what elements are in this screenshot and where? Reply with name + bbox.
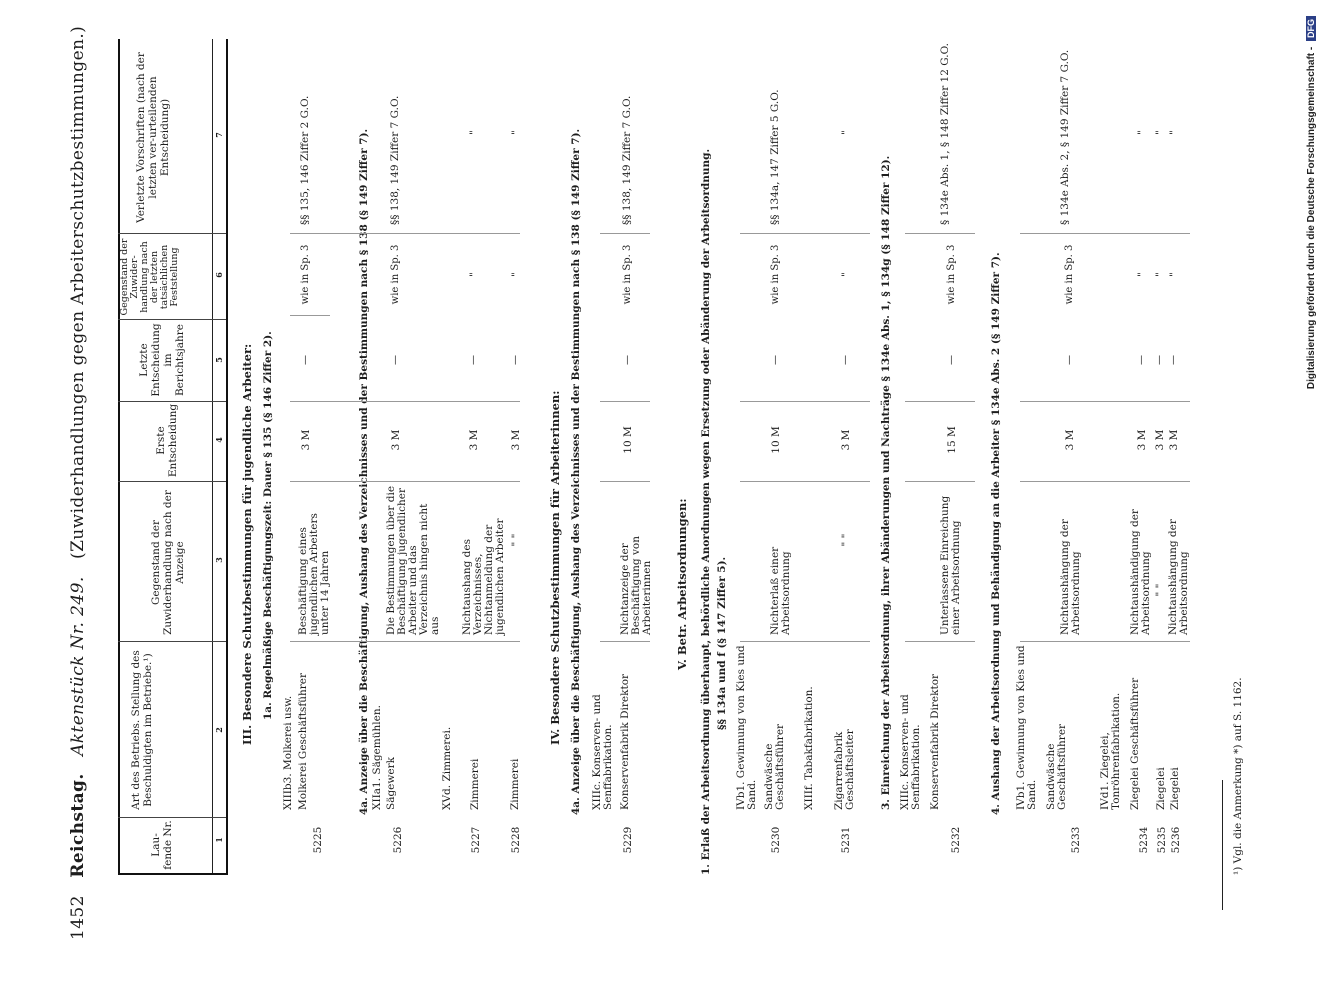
row-5228-vorschr: " xyxy=(510,130,522,135)
page-number: 1452 xyxy=(68,895,88,940)
column-number-rule xyxy=(212,39,213,875)
row-5226-vorschr: §§ 138, 149 Ziffer 7 G.O. xyxy=(389,95,401,225)
body-rule-col4c xyxy=(740,481,870,482)
col-num-7: 7 xyxy=(214,132,224,138)
header-document: Aktenstück Nr. 249. xyxy=(68,576,88,756)
col-num-2: 2 xyxy=(214,727,224,733)
row-5235-nr: 5235 xyxy=(1156,826,1168,854)
row-5231-erste: 3 M xyxy=(840,429,852,451)
section-3-heading: III. Besondere Schutzbestimmungen für jugendliche Arbeiter: xyxy=(240,343,254,745)
row-5235-letzte: — xyxy=(1154,355,1165,365)
header-publication: Reichstag. xyxy=(68,773,88,878)
row-5235-betrieb: Ziegelei xyxy=(1155,767,1167,810)
header-subject: (Zuwiderhandlungen gegen Arbeiterschutzbestimmungen.) xyxy=(68,25,88,559)
col-rule-5 xyxy=(118,319,226,320)
row-5230-gegenstand: Nichterlaß einer Arbeitsordnung xyxy=(769,546,792,635)
row-5229-letzte: — xyxy=(622,355,633,365)
row-5227-betrieb: Zimmerei xyxy=(469,758,481,810)
row-5228-nr: 5228 xyxy=(510,826,522,854)
row-5227-gegen6: " xyxy=(468,272,480,277)
row-5229-nr: 5229 xyxy=(622,826,634,854)
section-4-4a: 4a. Anzeige über die Beschäftigung, Aushang des Verzeichnisses und der Bestimmungen nach § 138 (§ 149 Ziffer 7). xyxy=(570,128,582,815)
body-rule-col7d xyxy=(905,233,975,234)
row-5229-erste: 10 M xyxy=(622,426,634,454)
row-5233-group: IVb1. Gewinnung von Kies und Sand. xyxy=(1015,645,1038,810)
row-5228-letzte: — xyxy=(510,355,521,365)
row-5225-letzte: — xyxy=(300,355,311,365)
row-5226-gegenstand: Die Bestimmungen über die Beschäftigung jugendlicher Arbeiter und das Verzeichnis hingen nicht aus xyxy=(385,485,441,635)
col-rule-4 xyxy=(118,401,226,402)
row-5227-gegenstand: Nichtaushang des Verzeichnisses, Nichtanmeldung der jugendlichen Arbeiter xyxy=(461,518,506,635)
row-5232-betrieb: Konservenfabrik Direktor xyxy=(929,673,941,810)
body-rule-col3e xyxy=(1020,641,1190,642)
row-5225-vorschr: §§ 135, 146 Ziffer 2 G.O. xyxy=(299,95,311,225)
row-5231-vorschr: " xyxy=(840,130,852,135)
row-5225-group: XIIIb3. Molkerei usw. xyxy=(282,695,294,810)
section-5-3: 3. Einreichung der Arbeitsordnung, ihrer Abänderungen und Nachträge § 134e Abs. 1, § 134g (§ 148 Ziffer 12). xyxy=(880,155,892,810)
row-5227-erste: 3 M xyxy=(468,429,480,451)
row-5229-gegenstand: Nichtanzeige der Beschäftigung von Arbeiterinnen xyxy=(619,535,653,635)
row-5228-gegenstand: " " xyxy=(510,533,522,547)
row-5228-erste: 3 M xyxy=(510,429,522,451)
body-rule-col7b xyxy=(600,233,650,234)
body-rule-col3d xyxy=(905,641,975,642)
row-5229-vorschr: §§ 138, 149 Ziffer 7 G.O. xyxy=(621,95,633,225)
col-num-5: 5 xyxy=(214,357,224,363)
row-5231-nr: 5231 xyxy=(840,826,852,854)
body-rule-col7c xyxy=(740,233,870,234)
row-5228-gegen6: " xyxy=(510,272,522,277)
row-5234-gegen6: " xyxy=(1136,272,1148,277)
row-5230-betrieb: Sandwäsche Geschäftsführer xyxy=(763,723,786,810)
body-rule-col5 xyxy=(290,401,520,402)
body-rule-col3c xyxy=(740,641,870,642)
row-5233-betrieb: Sandwäsche Geschäftsführer xyxy=(1045,723,1068,810)
row-5233-vorschr: § 134e Abs. 2, § 149 Ziffer 7 G.O. xyxy=(1059,49,1071,225)
page-header xyxy=(68,26,88,940)
row-5230-group: IVb1. Gewinnung von Kies und Sand. xyxy=(735,645,758,810)
body-rule-col4b xyxy=(600,481,650,482)
section-5-1b: §§ 134a und f (§ 147 Ziffer 5). xyxy=(716,556,728,730)
body-rule-col4e xyxy=(1020,481,1190,482)
body-rule-col4 xyxy=(290,481,520,482)
col-rule-1 xyxy=(118,817,226,818)
col-header-1: Lau-fende Nr. xyxy=(150,820,174,870)
table-header-bottom-rule xyxy=(226,39,228,875)
body-rule-col5c xyxy=(740,401,870,402)
row-5236-gegenstand: Nichtaushängung der Arbeitsordnung xyxy=(1167,519,1190,635)
row-5226-letzte: — xyxy=(390,355,401,365)
col-num-6: 6 xyxy=(214,272,224,278)
body-rule-col7e xyxy=(1020,233,1190,234)
col-header-7: Verletzte Vorschriften (nach der letzten ver-urteilenden Entscheidung) xyxy=(135,52,171,223)
row-5234-letzte: — xyxy=(1136,355,1147,365)
credit-text: Digitalisierung gefördert durch die Deutsche Forschungsgemeinschaft - xyxy=(1306,46,1317,390)
col-rule-2 xyxy=(118,641,226,642)
row-5236-gegen6: " xyxy=(1168,272,1180,277)
col-header-3: Gegenstand der Zuwiderhandlung nach der Anzeige xyxy=(150,490,186,635)
row-5236-letzte: — xyxy=(1168,355,1179,365)
digitization-credit xyxy=(1306,16,1320,756)
row-5225-gegenstand: Beschäftigung eines jugendlichen Arbeiters unter 14 Jahren xyxy=(297,513,331,635)
section-5-1: 1. Erlaß der Arbeitsordnung überhaupt, behördliche Anordnungen wegen Ersetzung oder Abänderung der Arbeitsordnung. xyxy=(700,148,712,875)
row-5225-rule xyxy=(290,315,330,316)
row-5227-vorschr: " xyxy=(468,130,480,135)
row-5226-erste: 3 M xyxy=(390,429,402,451)
col-num-1: 1 xyxy=(214,837,224,843)
row-5233-erste: 3 M xyxy=(1064,429,1076,451)
row-5225-gegen6: wie in Sp. 3 xyxy=(300,244,311,305)
row-5226-group: XIIa1. Sägemühlen. xyxy=(371,705,383,810)
section-5-heading: V. Betr. Arbeitsordnungen: xyxy=(675,498,689,670)
footnote: ¹) Vgl. die Anmerkung *) auf S. 1162. xyxy=(1232,677,1244,875)
section-5-4: 4. Aushang der Arbeitsordnung und Behändigung an die Arbeiter § 134e Abs. 2 (§ 149 Ziffer 7). xyxy=(990,252,1002,815)
row-5236-vorschr: " xyxy=(1168,130,1180,135)
col-header-4: Erste Entscheidung xyxy=(155,403,179,478)
body-rule-col5b xyxy=(600,401,650,402)
row-5236-erste: 3 M xyxy=(1168,429,1180,451)
table-top-rule xyxy=(118,39,120,875)
row-5231-group: XIIIf. Tabakfabrikation. xyxy=(803,686,815,810)
row-5232-nr: 5232 xyxy=(950,826,962,854)
row-5231-gegen6: " xyxy=(840,272,852,277)
row-5230-vorschr: §§ 134a, 147 Ziffer 5 G.O. xyxy=(769,89,781,225)
section-4-heading: IV. Besondere Schutzbestimmungen für Arbeiterinnen: xyxy=(548,390,562,745)
col-header-5: Letzte Entscheidung im Berichtsjahre xyxy=(138,323,186,397)
row-5234-nr: 5234 xyxy=(1138,826,1150,854)
row-5226-betrieb: Sägewerk xyxy=(385,757,397,810)
col-rule-3 xyxy=(118,481,226,482)
section-3-1a: 1a. Regelmäßige Beschäftigungszeit: Dauer § 135 (§ 146 Ziffer 2). xyxy=(262,331,274,720)
section-3-4a: 4a. Anzeige über die Beschäftigung, Aushang des Verzeichnisses und der Bestimmungen nach § 138 (§ 149 Ziffer 7). xyxy=(358,128,370,815)
col-num-3: 3 xyxy=(214,557,224,563)
row-5230-letzte: — xyxy=(770,355,781,365)
row-5232-letzte: — xyxy=(946,355,957,365)
row-5227-group: XVd. Zimmerei. xyxy=(441,726,453,810)
table-left-rule xyxy=(118,873,226,875)
row-5233-letzte: — xyxy=(1064,355,1075,365)
row-5233-nr: 5233 xyxy=(1070,826,1082,854)
row-5226-nr: 5226 xyxy=(392,826,404,854)
row-5236-nr: 5236 xyxy=(1170,826,1182,854)
row-5231-letzte: — xyxy=(840,355,851,365)
row-5229-betrieb: Konservenfabrik Direktor xyxy=(619,673,631,810)
row-5233-gegenstand: Nichtaushängung der Arbeitsordnung xyxy=(1059,519,1082,635)
row-5235-erste: 3 M xyxy=(1154,429,1166,451)
row-5225-betrieb: Molkerei Geschäftsführer xyxy=(297,673,309,810)
col-header-2: Art des Betriebs. Stellung des Beschuldigten im Betriebe.¹) xyxy=(130,650,154,810)
row-5234-group: IVd1. Ziegelei, Tonröhrenfabrikation. xyxy=(1099,692,1122,810)
row-5232-erste: 15 M xyxy=(946,426,958,454)
row-5232-gegenstand: Unterlassene Einreichung einer Arbeitsordnung xyxy=(939,495,962,635)
footnote-rule xyxy=(1222,780,1223,910)
body-rule-col7 xyxy=(290,233,520,234)
col-rule-6 xyxy=(118,233,226,234)
row-5227-nr: 5227 xyxy=(470,826,482,854)
body-rule-col5d xyxy=(905,401,975,402)
row-5235-vorschr: " xyxy=(1154,130,1166,135)
row-5230-nr: 5230 xyxy=(770,826,782,854)
row-5231-betrieb: Zigarrenfabrik Geschäftsleiter xyxy=(833,729,856,810)
body-rule-col5e xyxy=(1020,401,1190,402)
row-5229-gegen6: wie in Sp. 3 xyxy=(622,244,633,305)
row-5227-letzte: — xyxy=(468,355,479,365)
row-5230-gegen6: wie in Sp. 3 xyxy=(770,244,781,305)
row-5229-group: XIIIc. Konserven- und Senffabrikation. xyxy=(591,694,614,810)
row-5228-betrieb: Zimmerei xyxy=(509,758,521,810)
row-5235-gegen6: " xyxy=(1154,272,1166,277)
row-5226-gegen6: wie in Sp. 3 xyxy=(390,244,401,305)
body-rule-col3 xyxy=(290,641,520,642)
row-5234-vorschr: " xyxy=(1136,130,1148,135)
row-5232-group: XIIIc. Konserven- und Senffabrikation. xyxy=(899,694,922,810)
body-rule-col4d xyxy=(905,481,975,482)
row-5234-gegenstand: Nichtaushändigung der Arbeitsordnung xyxy=(1129,509,1152,635)
row-5234-erste: 3 M xyxy=(1136,429,1148,451)
row-5231-gegenstand: " " xyxy=(840,533,852,547)
row-5225-erste: 3 M xyxy=(300,429,312,451)
row-5230-erste: 10 M xyxy=(770,426,782,454)
row-5234-betrieb: Ziegelei Geschäftsführer xyxy=(1129,677,1141,810)
row-5233-gegen6: wie in Sp. 3 xyxy=(1064,244,1075,305)
row-5225-nr: 5225 xyxy=(312,826,324,854)
col-header-6: Gegenstand der Zuwider-handlung nach der letzten tatsächlichen Feststellung xyxy=(119,238,180,316)
row-5236-betrieb: Ziegelei xyxy=(1169,767,1181,810)
row-5235-gegenstand: " " xyxy=(1154,583,1166,597)
col-num-4: 4 xyxy=(214,437,224,443)
row-5232-gegen6: wie in Sp. 3 xyxy=(946,244,957,305)
body-rule-col3b xyxy=(600,641,650,642)
dfg-logo: DFG xyxy=(1306,16,1316,41)
row-5232-vorschr: § 134e Abs. 1, § 148 Ziffer 12 G.O. xyxy=(939,43,951,225)
